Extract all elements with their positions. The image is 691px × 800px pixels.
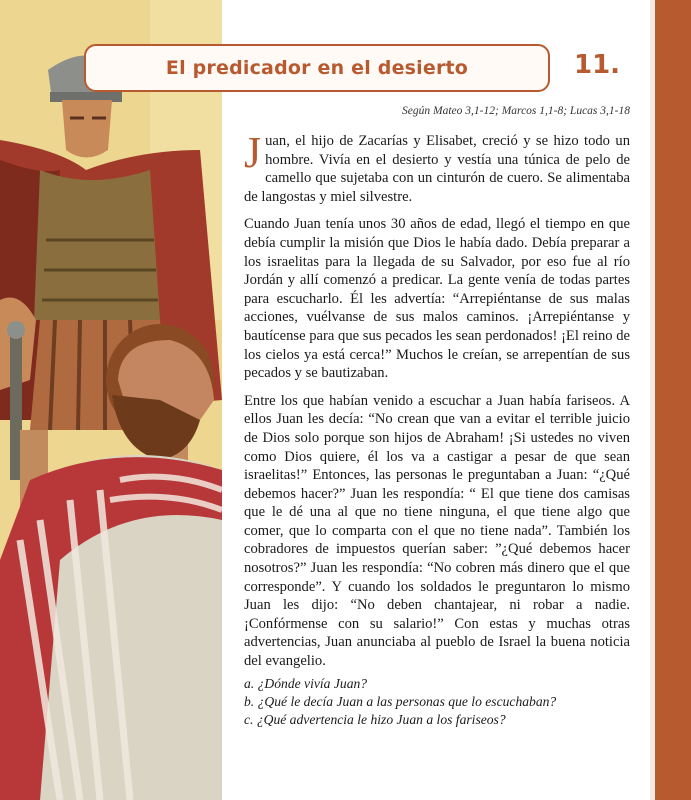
paragraph-2: Cuando Juan tenía unos 30 años de edad, llegó el tiempo en que debía cumplir la misión que Dios le había dado. Debía preparar a los israelitas para la llegada de su Salvador, por eso fue al río Jordán y allí comenzó a predicar. La gente venía de todas partes para escucharlo. Él les advertía: “Arrepiéntanse de sus malas acciones, vuélvanse de sus malos caminos. ¡Arrepiéntanse y bautícense para que sus pecados les sean perdonados! ¡El reino de los cielos ya está cerca!” Muchos le creían, se arrepentían de sus pecados y se bautizaban. — [244, 216, 630, 382]
paragraph-1-text: uan, el hijo de Zacarías y Elisabet, creció y se hizo todo un hombre. Vivía en el desierto y vestía una túnica de pelo de camello que sujetaba con un cinturón de cuero. Se alimentaba de langostas y miel silvestre. — [244, 133, 630, 205]
drop-cap: J — [244, 128, 262, 177]
question-list — [244, 675, 630, 730]
question-item — [244, 693, 630, 711]
chapter-number: 11. — [574, 50, 621, 80]
question-letter: a. — [244, 675, 255, 691]
question-text: ¿Qué advertencia le hizo Juan a los fariseos? — [256, 712, 506, 728]
paragraph-1 — [244, 128, 630, 206]
title-box — [84, 44, 550, 92]
page-title: El predicador en el desierto — [165, 57, 469, 79]
story-text — [244, 128, 630, 730]
paragraph-3: Entre los que habían venido a escuchar a Juan había fariseos. A ellos Juan les decía: “No crean que van a evitar el terrible juicio de Dios solo porque son hijos de Abraham! ¡Si ustedes no viven como Dios quiere, él los va a castigar a pesar de que sean israelitas!” Entonces, las personas le preguntaban a Juan: “¿Qué debemos hacer?” Juan les respondía: “ El que tiene dos camisas que le dé una al que no tiene ninguna, el que tiene algo que comer, que lo comparta con el que no tiene nada”. También los cobradores de impuestos querían saber: ”¿Qué debemos hacer nosotros?” Juan les respondía: “No cobren más dinero que el que corresponde”. Y cuando los soldados le preguntaron lo mismo Juan les dijo: “No deben chantajear, ni robar a nadie. ¡Confórmense con su salario!” Con estas y muchas otras advertencias, Juan anunciaba al pueblo de Israel la buena noticia del evangelio. — [244, 392, 630, 670]
question-letter: b. — [244, 694, 255, 710]
page-border — [655, 0, 691, 800]
scripture-reference: Según Mateo 3,1-12; Marcos 1,1-8; Lucas 3,1-18 — [402, 105, 630, 117]
illustration-panel — [0, 0, 222, 800]
question-text: ¿Qué le decía Juan a las personas que lo escuchaban? — [257, 694, 557, 710]
question-item — [244, 675, 630, 693]
question-item — [244, 711, 630, 729]
question-text: ¿Dónde vivía Juan? — [257, 675, 368, 691]
question-letter: c. — [244, 712, 254, 728]
illustration-roman-soldier-and-bearded-man — [0, 0, 222, 800]
